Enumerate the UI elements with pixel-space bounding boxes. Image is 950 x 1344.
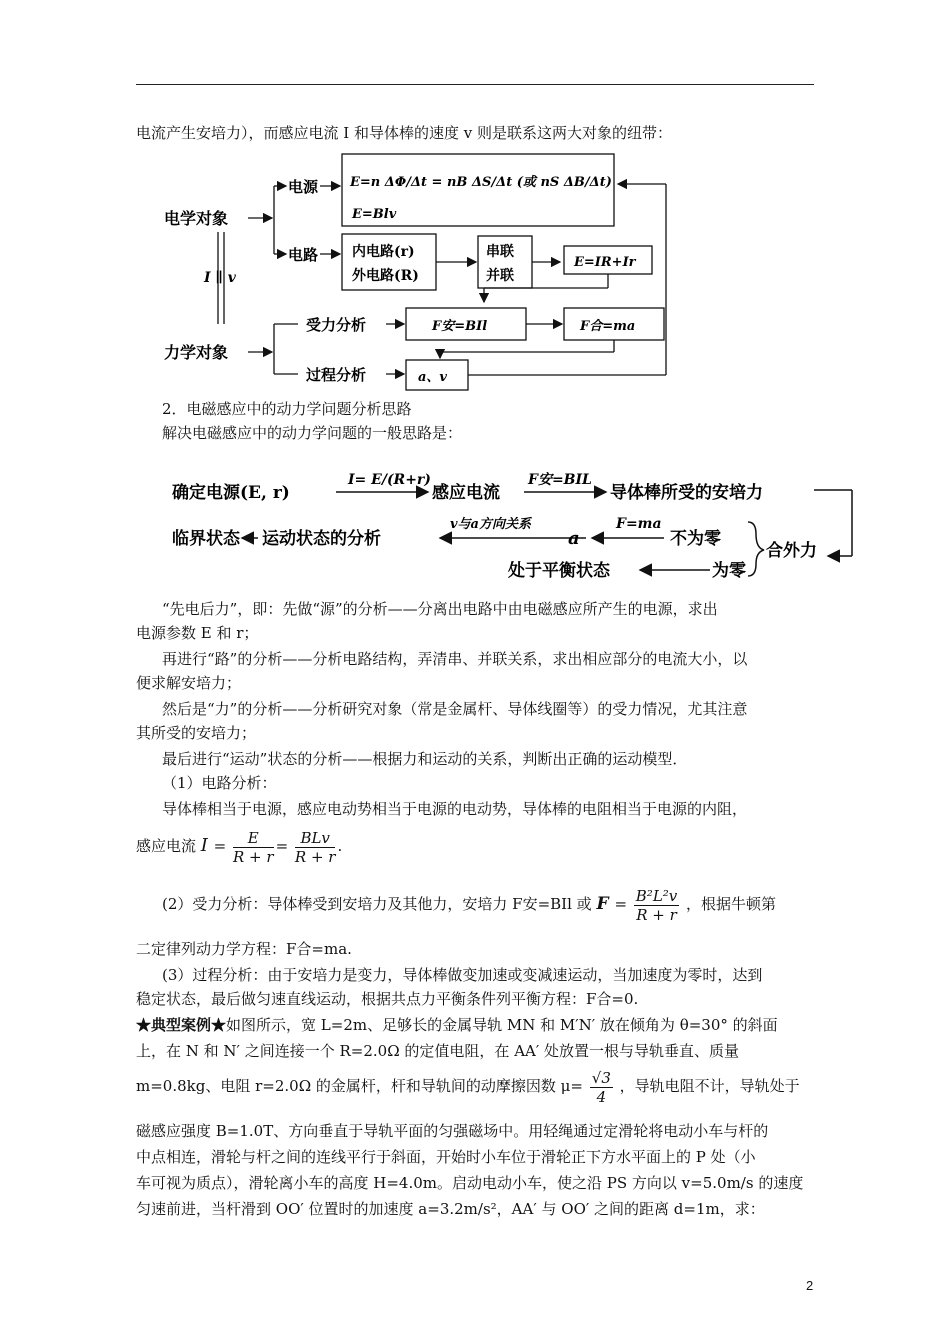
example-line-d: 磁感应强度 B=1.0T、方向垂直于导轨平面的匀强磁场中。用轻绳通过定滑轮将电动小车与杆的: [136, 1122, 769, 1140]
page-number: 2: [806, 1278, 814, 1293]
determine-source: 确定电源(E, r): [172, 483, 290, 503]
intro-line: 电流产生安培力），而感应电流 I 和导体棒的速度 v 则是联系这两大对象的纽带：: [136, 124, 672, 142]
electromagnetic-concept-diagram: [160, 148, 680, 392]
fraction-blv-over-rr: $\frac{\text{BLv}}{R + r}$: [294, 828, 336, 866]
example-line-a: ★典型案例★如图所示，宽 L=2m、足够长的金属导轨 MN 和 M′N′ 放在倾角为 θ=30° 的斜面: [136, 1016, 778, 1034]
net-force-formula: F合=ma: [580, 319, 636, 334]
example-line-e: 中点相连，滑轮与杆之间的连线平行于斜面，开始时小车位于滑轮正下方水平面上的 P 处（小: [136, 1148, 756, 1166]
circuit-label: 电路: [288, 246, 319, 264]
av-label: a、v: [418, 370, 447, 385]
paragraph-4: 最后进行“运动”状态的分析——根据力和运动的关系，判断出正确的运动模型．: [162, 750, 688, 768]
current-formula: I= E/(R+r): [348, 472, 431, 488]
process-analysis-b: 稳定状态，最后做匀速直线运动，根据共点力平衡条件列平衡方程：F合=0.: [136, 990, 639, 1008]
process-analysis-a: (3）过程分析：由于安培力是变力，导体棒做变加速或变减速运动，当加速度为零时，达到: [162, 966, 763, 984]
critical-state: 临界状态: [172, 529, 240, 549]
va-relation: v与a方向关系: [450, 517, 531, 532]
force-analysis-label: 受力分析: [306, 316, 367, 334]
link-iv-label: I ∥ v: [204, 270, 236, 286]
outer-circuit: 外电路(R): [352, 268, 419, 284]
paragraph-3a: 然后是“力”的分析——分析研究对象（常是金属杆、导体线圈等）的受力情况，尤其注意: [162, 700, 748, 718]
example-line-b: 上，在 N 和 N′ 之间连接一个 R=2.0Ω 的定值电阻，在 AA′ 处放置一根与导轨垂直、质量: [136, 1042, 740, 1060]
formula-prefix: 感应电流: [136, 837, 197, 855]
fma-formula: F=ma: [616, 516, 662, 532]
section2-intro: 解决电磁感应中的动力学问题的一般思路是：: [162, 424, 463, 442]
paragraph-2b: 便求解安培力；: [136, 674, 242, 692]
example-line-f: 车可视为质点），滑轮离小车的高度 H=4.0m。启动电动小车，使之沿 PS 方向以 v=5.0m/s 的速度: [136, 1174, 804, 1192]
paragraph-1b: 电源参数 E 和 r；: [136, 624, 259, 642]
fraction-e-over-rr: $\frac{E}{R + r}$: [232, 828, 274, 866]
electric-object-label: 电学对象: [164, 209, 229, 228]
ampere-on-rod: 导体棒所受的安培力: [610, 483, 763, 503]
process-analysis-label: 过程分析: [306, 366, 367, 384]
inner-circuit: 内电路(r): [352, 244, 415, 260]
net-external-force: 合外力: [766, 541, 817, 561]
fraction-force: $\frac{\text{B²L²v}}{R + r}$: [635, 886, 678, 924]
induced-current-formula-line: 感应电流 I = $\frac{E}{R + r}$ = $\frac{\text{BLv}}{R + r}$ .: [136, 828, 343, 866]
source-label: 电源: [288, 178, 319, 196]
series-label: 串联: [486, 244, 514, 260]
emf-formula: E=n ΔΦ/Δt = nB ΔS/Δt (或 nS ΔB/Δt): [350, 175, 612, 190]
equilibrium-state: 处于平衡状态: [508, 561, 610, 581]
parallel-label: 并联: [486, 268, 514, 284]
ampere-force-formula: F安=BIl: [432, 319, 488, 334]
circuit-analysis-title: （1）电路分析：: [162, 774, 277, 792]
header-rule: [136, 84, 814, 85]
paragraph-2a: 再进行“路”的分析——分析电路结构，弄清串、并联关系，求出相应部分的电流大小，以: [162, 650, 748, 668]
emf-blv: E=Blv: [352, 207, 397, 222]
example-line-g: 匀速前进，当杆滑到 OO′ 位置时的加速度 a=3.2m/s²，AA′ 与 OO′ 之间的距离 d=1m，求：: [136, 1200, 765, 1218]
ohm-formula: E=IR+Ir: [574, 255, 636, 270]
force-analysis-line: (2）受力分析：导体棒受到安培力及其他力，安培力 F安=BIl 或 F = $\frac{\text{B²L²v}}{R + r}$ ，根据牛顿第: [162, 886, 777, 924]
paragraph-3b: 其所受的安培力；: [136, 724, 257, 742]
is-zero: 为零: [712, 561, 746, 581]
motion-analysis: 运动状态的分析: [262, 529, 381, 549]
example-line-c: m=0.8kg、电阻 r=2.0Ω 的金属杆，杆和导轨间的动摩擦因数 μ= $\frac{√3}{4}$ ，导轨电阻不计，导轨处于: [136, 1068, 800, 1106]
not-zero: 不为零: [670, 529, 721, 549]
circuit-analysis-body: 导体棒相当于电源，感应电动势相当于电源的电动势，导体棒的电阻相当于电源的内阻，: [162, 800, 748, 818]
induced-current: 感应电流: [432, 483, 500, 503]
force-analysis-continuation: 二定律列动力学方程：F合=ma.: [136, 940, 352, 958]
analysis-flow-diagram: [170, 450, 860, 590]
acceleration-symbol: a: [568, 528, 580, 549]
section2-title: 2．电磁感应中的动力学问题分析思路: [162, 400, 412, 418]
paragraph-1a: “先电后力”，即：先做“源”的分析——分离出电路中由电磁感应所产生的电源，求出: [162, 600, 718, 618]
mechanical-object-label: 力学对象: [164, 343, 229, 362]
fraction-mu: $\frac{√3}{4}$: [591, 1068, 611, 1106]
ampere-formula: F安=BIL: [528, 472, 592, 488]
